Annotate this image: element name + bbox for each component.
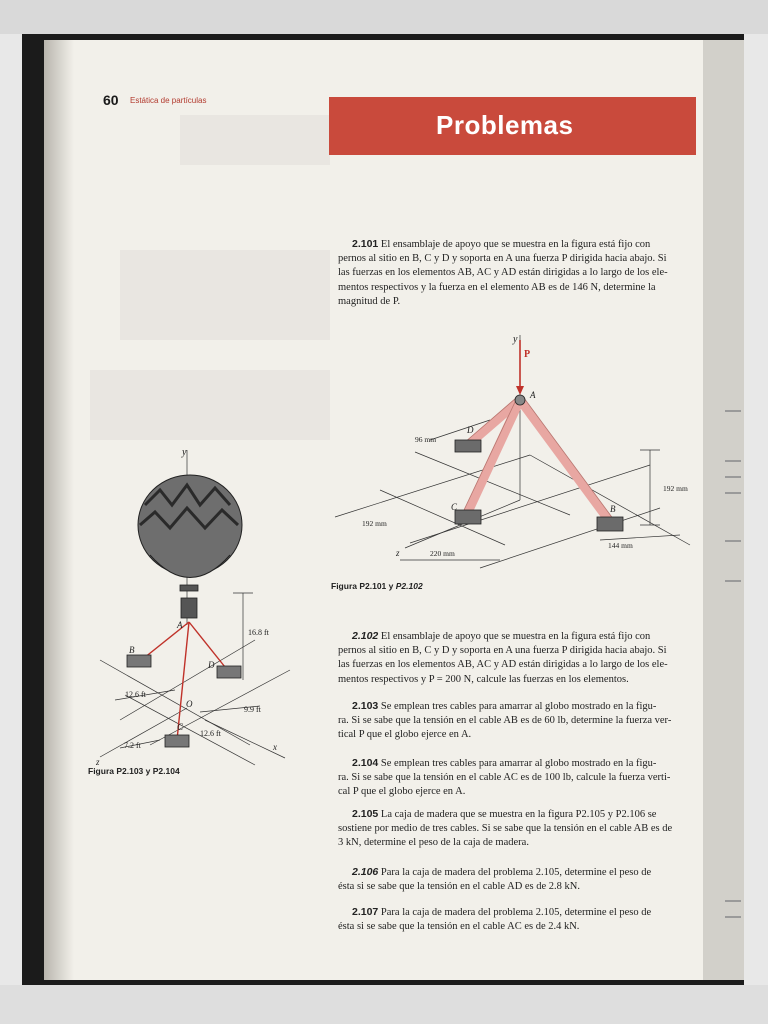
anchor-block-B xyxy=(127,655,151,667)
caption-figure-tripod: Figura P2.101 y P2.102 xyxy=(331,581,423,591)
label-96mm: 96 mm xyxy=(415,435,437,444)
label-220mm: 220 mm xyxy=(430,549,455,558)
balloon-basket xyxy=(181,598,197,618)
label-9-9ft: 9.9 ft xyxy=(244,705,261,714)
problem-text: Se emplean tres cables para amarrar al globo mostrado en la figu- xyxy=(380,758,657,769)
problem-text: El ensamblaje de apoyo que se muestra en la figura está fijo con xyxy=(380,631,651,642)
label-y: y xyxy=(513,334,518,345)
x-axis xyxy=(205,720,285,758)
problem-number: 2.101 xyxy=(352,238,379,250)
problem-text: Para la caja de madera del problema 2.105, determine el peso de xyxy=(380,907,652,918)
label-C: C xyxy=(451,502,458,512)
problem-number: 2.105 xyxy=(352,808,379,820)
problem-number: 2.103 xyxy=(352,700,379,712)
problem-text: Para la caja de madera del problema 2.105, determine el peso de xyxy=(380,867,652,878)
problem-text: pernos al sitio en B, C y D y soporta en A una fuerza P dirigida hacia abajo. Si xyxy=(338,645,667,657)
problem-text: ésta si se sabe que la tensión en el cable AD es de 2.8 kN. xyxy=(338,881,581,893)
label-y: y xyxy=(182,447,187,458)
problem-text: Se emplean tres cables para amarrar al globo mostrado en la figu- xyxy=(380,701,657,712)
problem-number: 2.107 xyxy=(352,906,379,918)
problem-text: las fuerzas en los elementos AB, AC y AD están dirigidas a lo largo de los ele- xyxy=(338,659,668,671)
label-x: x xyxy=(273,742,277,752)
problem-text: mentos respectivos y la fuerza en el elemento AB es de 146 N, determine la xyxy=(338,281,656,293)
label-O: O xyxy=(186,699,193,709)
label-z: z xyxy=(96,757,100,767)
label-B: B xyxy=(610,504,616,514)
problem-text: ra. Si se sabe que la tensión en el cable AB es de 60 lb, determine la fuerza ver- xyxy=(338,715,672,727)
problem-text: 3 kN, determine el peso de la caja de madera. xyxy=(338,837,529,849)
label-D: D xyxy=(208,660,215,670)
problem-text: sostiene por medio de tres cables. Si se sabe que la tensión en el cable AB es de xyxy=(338,823,673,835)
problem-text: pernos al sitio en B, C y D y soporta en A una fuerza P dirigida hacia abajo. Si xyxy=(338,253,667,265)
problem-text: ésta si se sabe que la tensión en el cable AC es de 2.4 kN. xyxy=(338,921,580,933)
label-7-2ft: 7.2 ft xyxy=(124,741,141,750)
problem-number: 2.104 xyxy=(352,757,379,769)
banner-title: Problemas xyxy=(436,110,574,140)
caption-figure-balloon: Figura P2.103 y P2.104 xyxy=(88,766,180,776)
label-192mm-a: 192 mm xyxy=(362,519,387,528)
problem-text: las fuerzas en los elementos AB, AC y AD están dirigidas a lo largo de los ele- xyxy=(338,267,668,279)
label-z: z xyxy=(396,548,400,558)
problem-number: 2.102 xyxy=(352,630,379,642)
label-192mm-b: 192 mm xyxy=(663,484,688,493)
label-12-6ft-a: 12.6 ft xyxy=(125,690,146,699)
label-C: C xyxy=(177,722,184,732)
label-144mm: 144 mm xyxy=(608,541,633,550)
problem-text: tical P que el globo ejerce en A. xyxy=(338,729,472,741)
running-header: Estática de partículas xyxy=(130,96,207,105)
problem-text: La caja de madera que se muestra en la figura P2.105 y P2.106 se xyxy=(380,809,657,820)
label-A: A xyxy=(177,620,183,630)
problem-text: ra. Si se sabe que la tensión en el cable AC es de 100 lb, calcule la fuerza verti- xyxy=(338,772,671,784)
problem-text: mentos respectivos y P = 200 N, calcule las fuerzas en los elementos. xyxy=(338,673,629,685)
anchor-block-D xyxy=(217,666,241,678)
label-D: D xyxy=(467,425,474,435)
anchor-block-C xyxy=(165,735,189,747)
label-16-8ft: 16.8 ft xyxy=(248,628,269,637)
problem-text: cal P que el globo ejerce en A. xyxy=(338,786,466,798)
label-12-6ft-b: 12.6 ft xyxy=(200,729,221,738)
label-P: P xyxy=(524,349,531,360)
label-A: A xyxy=(530,390,536,400)
problem-text: magnitud de P. xyxy=(338,295,401,307)
problem-number: 2.106 xyxy=(352,866,379,878)
balloon-ring xyxy=(180,585,198,591)
problem-text: El ensamblaje de apoyo que se muestra en la figura está fijo con xyxy=(380,239,651,250)
label-B: B xyxy=(129,645,135,655)
page-number: 60 xyxy=(103,92,119,108)
